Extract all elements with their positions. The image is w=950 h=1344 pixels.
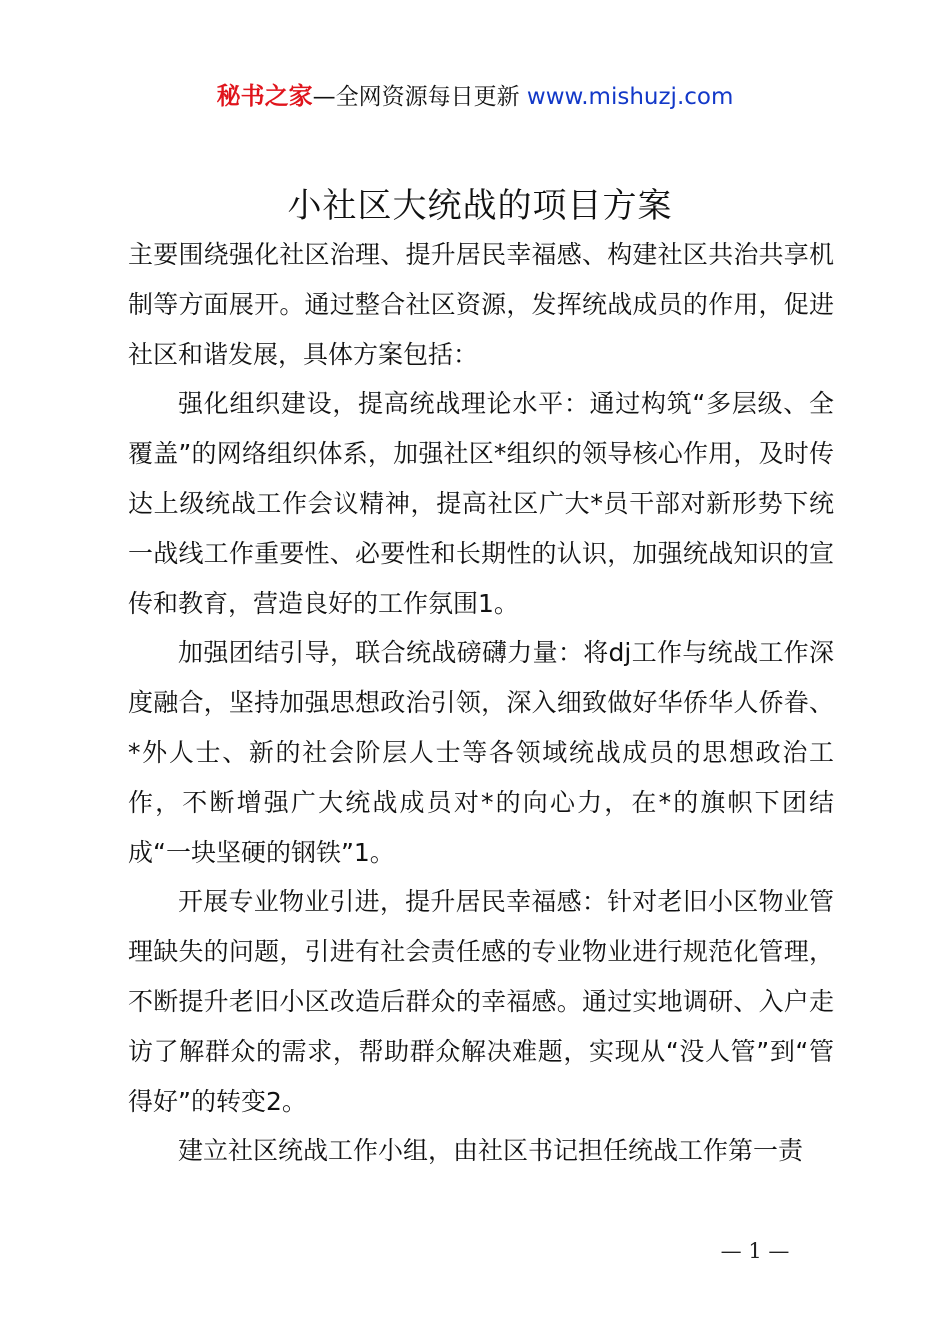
paragraph-intro: 主要围绕强化社区治理、提升居民幸福感、构建社区共治共享机制等方面展开。通过整合社区资源，发挥统战成员的作用，促进社区和谐发展，具体方案包括： bbox=[128, 240, 834, 369]
paragraph-unity: 加强团结引导，联合统战磅礴力量：将dj工作与统战工作深度融合，坚持加强思想政治引领，深入细致做好华侨华人侨眷、*外人士、新的社会阶层人士等各领域统战成员的思想政治工作，不断增强广大统战成员对*的向心力，在*的旗帜下团结成“一块坚硬的钢铁”1。 bbox=[128, 638, 834, 867]
site-header bbox=[0, 78, 950, 115]
paragraph-property: 开展专业物业引进，提升居民幸福感：针对老旧小区物业管理缺失的问题，引进有社会责任感的专业物业进行规范化管理，不断提升老旧小区改造后群众的幸福感。通过实地调研、入户走访了解群众的需求，帮助群众解决难题，实现从“没人管”到“管得好”的转变2。 bbox=[128, 887, 834, 1116]
site-url-link[interactable]: www.mishuzj.com bbox=[526, 84, 734, 110]
brand-name: 秘书之家 bbox=[216, 82, 313, 110]
page-number: — 1 — bbox=[720, 1239, 790, 1263]
document-body bbox=[128, 230, 834, 1176]
header-slogan: —全网资源每日更新 bbox=[312, 84, 520, 110]
paragraph-work-group: 建立社区统战工作小组，由社区书记担任统战工作第一责 bbox=[178, 1136, 804, 1166]
document-title: 小社区大统战的项目方案 bbox=[287, 186, 673, 226]
paragraph-organization: 强化组织建设，提高统战理论水平：通过构筑“多层级、全覆盖”的网络组织体系，加强社区*组织的领导核心作用，及时传达上级统战工作会议精神，提高社区广大*员干部对新形势下统一战线工作重要性、必要性和长期性的认识，加强统战知识的宣传和教育，营造良好的工作氛围1。 bbox=[128, 389, 834, 618]
